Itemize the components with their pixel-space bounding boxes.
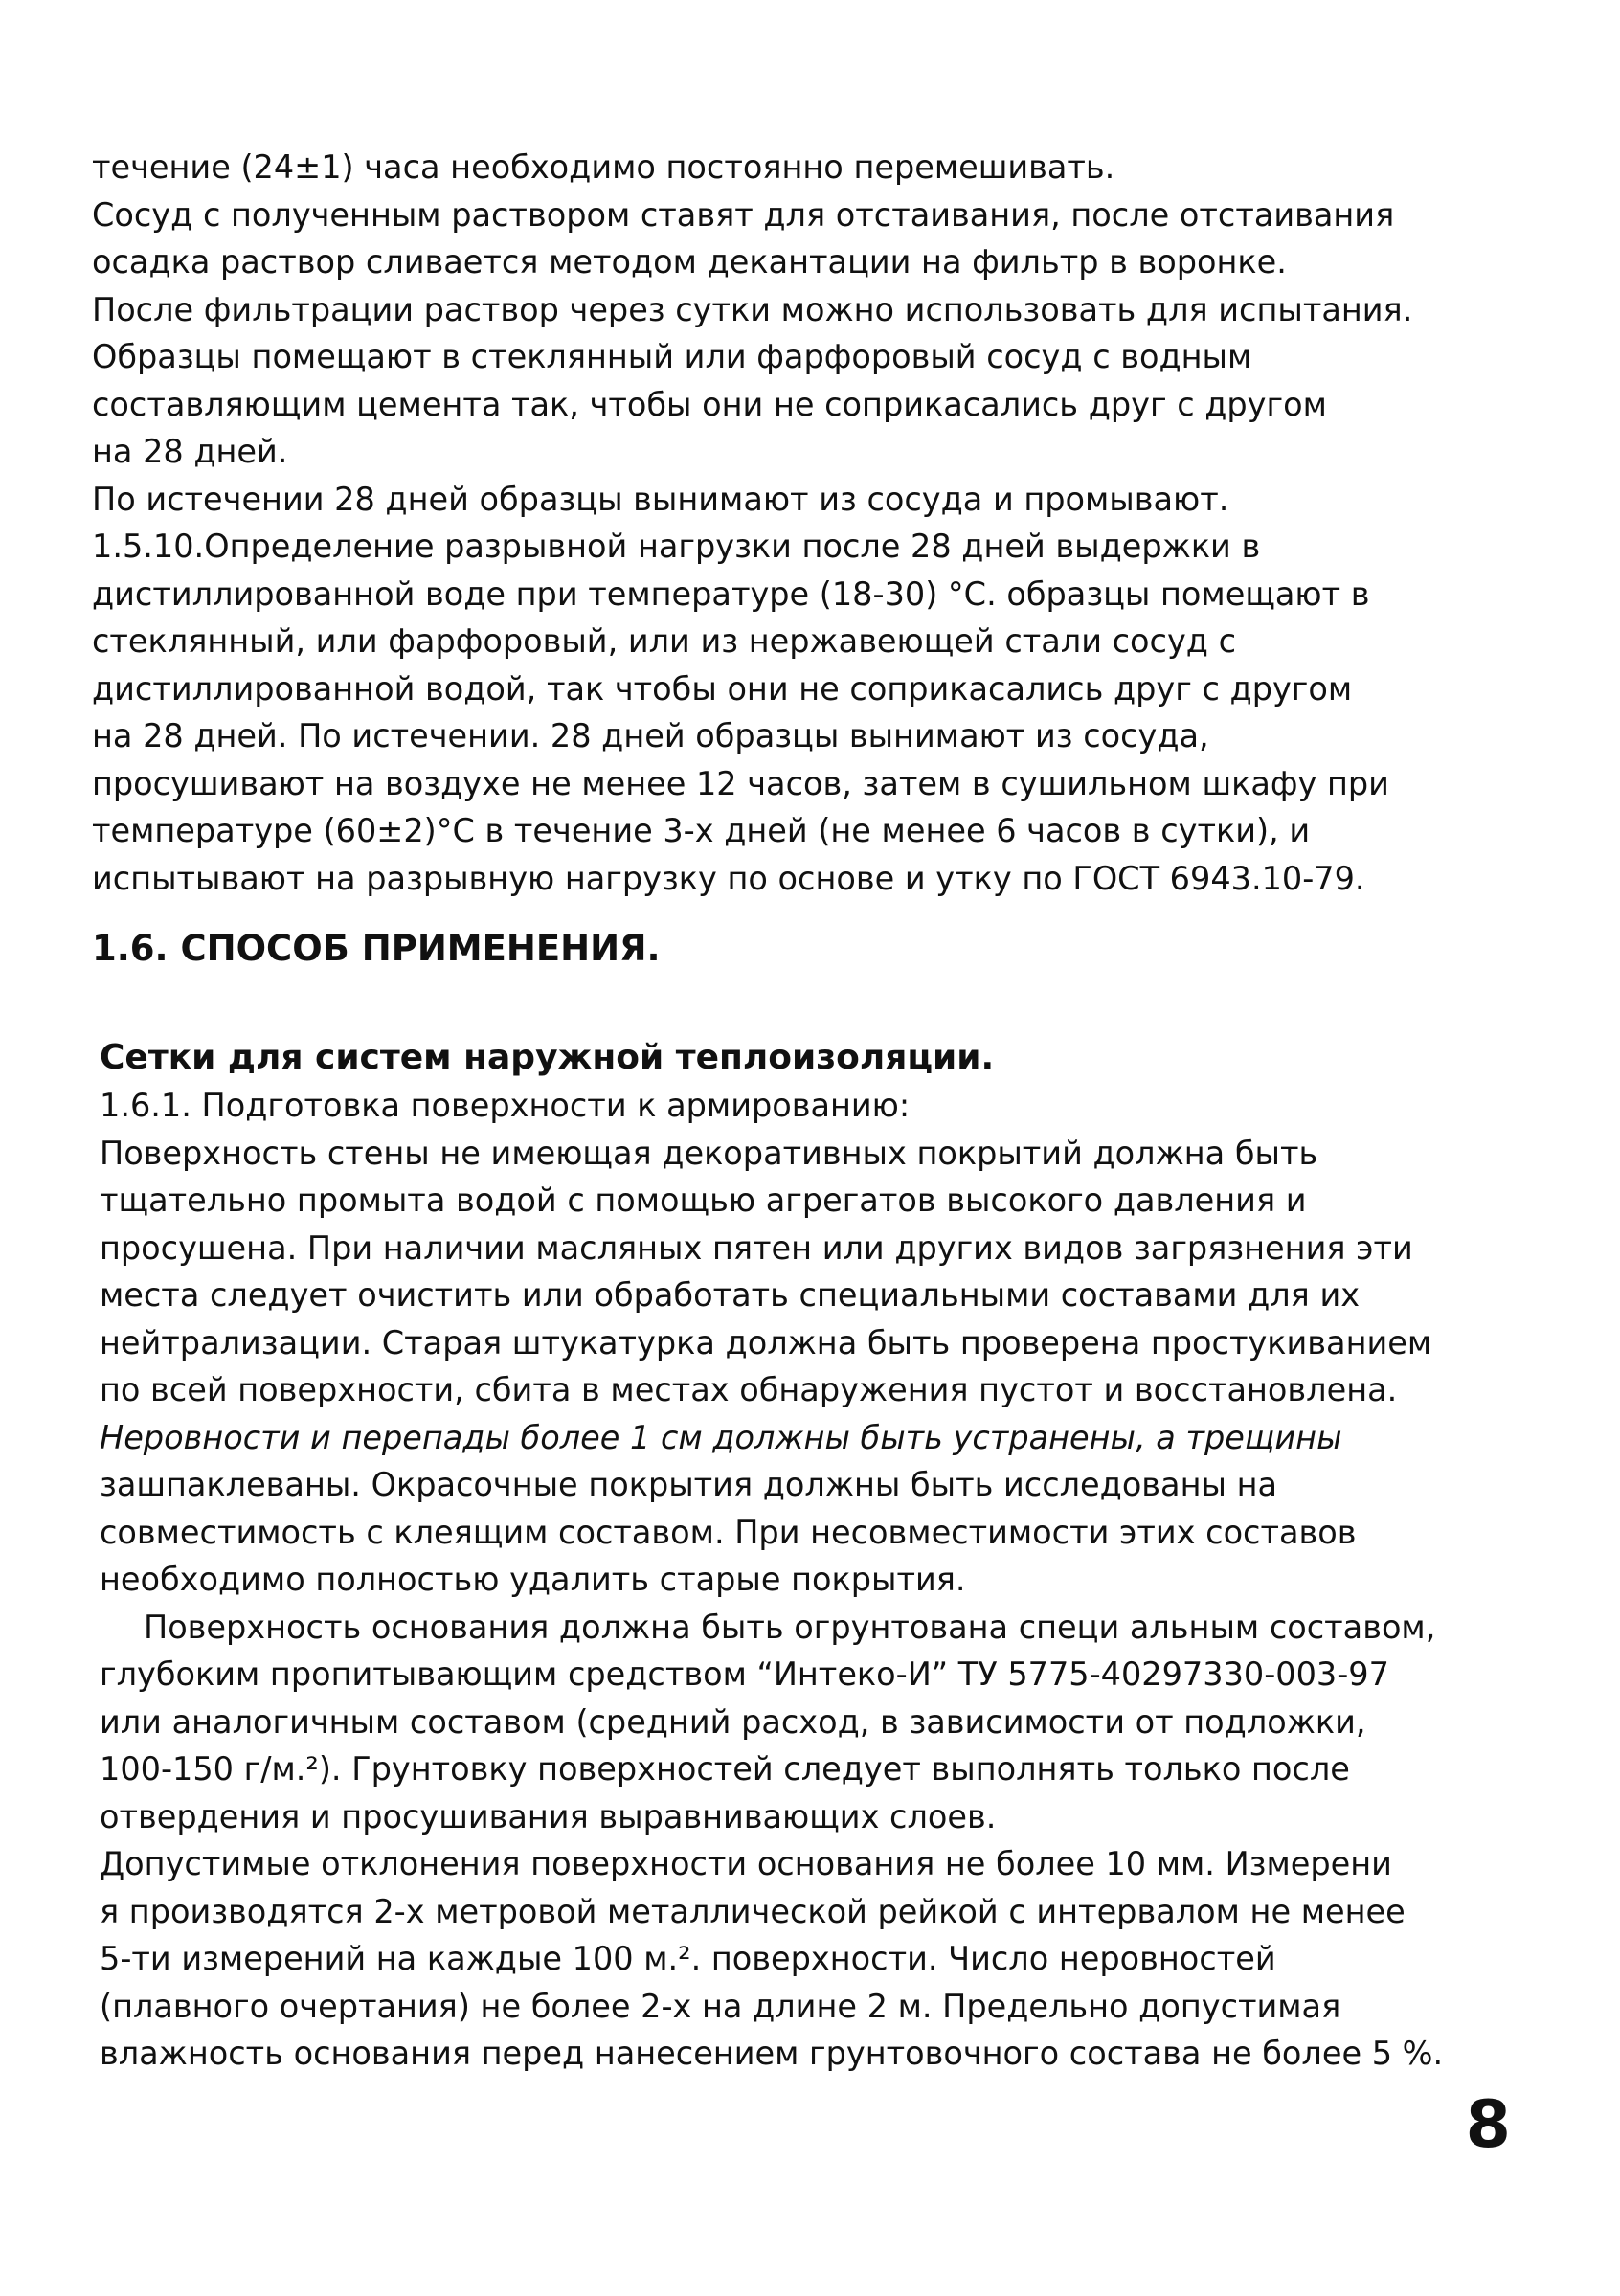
text-line: дистиллированной водой, так чтобы они не соприкасались друг с другом	[92, 669, 1353, 708]
text-line: совместимость с клеящим составом. При несовместимости этих составов	[100, 1513, 1357, 1551]
text-line: осадка раствор сливается методом декантации на фильтр в воронке.	[92, 243, 1287, 281]
section-title: 1.6. СПОСОБ ПРИМЕНЕНИЯ.	[92, 928, 661, 969]
text-line: просушена. При наличии масляных пятен или других видов загрязнения эти	[100, 1228, 1413, 1267]
text-line: глубоким пропитывающим средством “Интеко-И” ТУ 5775-40297330-003-97	[100, 1655, 1389, 1693]
text-line: на 28 дней.	[92, 433, 288, 470]
text-line: места следует очистить или обработать специальными составами для их	[100, 1276, 1361, 1314]
text-line: стеклянный, или фарфоровый, или из нержавеющей стали сосуд с	[92, 622, 1237, 660]
page-number: 8	[1465, 2087, 1511, 2163]
text-line: на 28 дней. По истечении. 28 дней образцы вынимают из сосуда,	[92, 717, 1209, 754]
text-line: влажность основания перед нанесением грунтовочного состава не более 5 %.	[100, 2035, 1444, 2072]
subheading: Сетки для систем наружной теплоизоляции.	[100, 1038, 995, 1077]
text-line: отвердения и просушивания выравнивающих слоев.	[100, 1797, 997, 1835]
paragraph-block-1	[92, 144, 1538, 902]
text-line: по всей поверхности, сбита в местах обнаружения пустот и восстановлена.	[100, 1371, 1398, 1408]
text-line: или аналогичным составом (средний расход, в зависимости от подложки,	[100, 1702, 1366, 1741]
text-line: После фильтрации раствор через сутки можно использовать для испытания.	[92, 290, 1413, 328]
text-line: Допустимые отклонения поверхности основания не более 10 мм. Измерени	[100, 1845, 1392, 1882]
text-line: 5-ти измерений на каждые 100 м.². поверхности. Число неровностей	[100, 1940, 1276, 1977]
text-line: составляющим цемента так, чтобы они не соприкасались друг с другом	[92, 385, 1327, 423]
text-line: 100-150 г/м.²). Грунтовку поверхностей следует выполнять только после	[100, 1750, 1350, 1788]
text-line: температуре (60±2)°С в течение 3-х дней (не менее 6 часов в сутки), и	[92, 812, 1311, 849]
text-line: (плавного очертания) не более 2-х на длине 2 м. Предельно допустимая	[100, 1987, 1341, 2025]
text-line: необходимо полностью удалить старые покрытия.	[100, 1561, 966, 1598]
text-line: 1.6.1. Подготовка поверхности к армированию:	[100, 1087, 911, 1124]
text-line: По истечении 28 дней образцы вынимают из сосуда и промывают.	[92, 480, 1229, 518]
text-line: Сосуд с полученным раствором ставят для отстаивания, после отстаивания	[92, 195, 1395, 234]
document-page	[92, 144, 1538, 2078]
paragraph-block-2	[100, 1082, 1538, 1604]
text-line: дистиллированной воде при температуре (18-30) °С. образцы помещают в	[92, 574, 1370, 613]
text-line: Образцы помещают в стеклянный или фарфоровый сосуд с водным	[92, 338, 1252, 375]
paragraph-block-3	[100, 1604, 1538, 2078]
text-line: Поверхность основания должна быть огрунтована специ альным составом,	[144, 1608, 1436, 1646]
text-line: течение (24±1) часа необходимо постоянно перемешивать.	[92, 148, 1115, 186]
text-line: я производятся 2-х метровой металлической рейкой с интервалом не менее	[100, 1892, 1406, 1930]
text-line: зашпаклеваны. Окрасочные покрытия должны быть исследованы на	[100, 1466, 1278, 1503]
text-line: нейтрализации. Старая штукатурка должна быть проверена простукиванием	[100, 1323, 1432, 1362]
text-line: тщательно промыта водой с помощью агрегатов высокого давления и	[100, 1182, 1307, 1219]
text-line: 1.5.10.Определение разрывной нагрузки после 28 дней выдержки в	[92, 528, 1261, 565]
text-line: Поверхность стены не имеющая декоративных покрытий должна быть	[100, 1134, 1318, 1172]
text-line: просушивают на воздухе не менее 12 часов, затем в сушильном шкафу при	[92, 764, 1389, 802]
text-line: Неровности и перепады более 1 см должны быть устранены, а трещины	[100, 1418, 1342, 1456]
text-line: испытывают на разрывную нагрузку по основе и утку по ГОСТ 6943.10-79.	[92, 859, 1365, 897]
